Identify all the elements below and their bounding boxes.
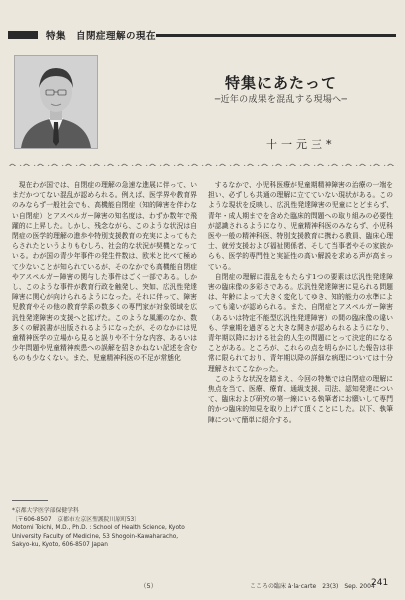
affiliation-line: Motomi Toichi, M.D., Ph.D. : School of Health Science, Kyoto [12,525,185,531]
page-marker: （5） [140,582,158,590]
body-paragraph: 自閉症の理解に混乱をもたらす1つの要素は広汎性発達障害の臨床像の多彩さである。広汎性発達障害に見られる問題は、年齢によって大きく変化してゆき、知的能力の水準によっても違いが認められる。また、自閉症とアスペルガー障害（あるいは特定不能型広汎性発達障害）の間の臨床像の違いも、学童期を過ぎると大きな開きが認められるようになり、青年期以降における社会的人生の問題にとって決定的になることがある。ところが、これらの点を明らかにした報告は非常に限られており、青年期以降の詳細な病理については十分理解されてこなかった。 [208,272,393,373]
affiliation-line: 〔〒606-8507 京都市左京区聖護院川原町53〕 [12,516,141,523]
body-paragraph: このような状況を踏まえ、今回の特集では自閉症の理解に焦点を当て、医療、療育、通級支援、司法、認知発達について、臨床および研究の第一線にいる執筆者にお願いして専門的かつ臨床的知見を取り上げて頂くことにした。以下、執筆陣について簡単に紹介する。 [208,374,393,424]
author-photo [14,55,98,149]
decorative-border [8,156,398,166]
body-paragraph: 現在わが国では、自閉症の理解の急速な進展に伴って、いまだかつてない混乱が認められる。例えば、医学界や教育界のみならず一般社会でも、高機能自閉症（知的障害を伴わない自閉症）とアスペルガー障害の知名度は、わずか数年で飛躍的に上昇した。しかし、残念ながら、このような状況は自閉症の医学的理解の進歩や特別支援教育の充実によってもたらされたというよりもむしろ、社会的な状況が契機となっている。わが国の青少年事件の発生件数は、欧米と比べて極めて少ないことが知られているが、そのなかでも高機能自閉症やアスペルガー障害の関与した事件はごく一部である。しかし、このような事件が教育行政を触発し、突如、広汎性発達障害に関心が向けられるようになった。それに伴って、障害児教育やその他の教育学系の数多くの専門家が対象領域を広汎性発達障害の支援へと拡げた。このような風潮のなか、数多くの解説書が出版されるようになったが、そのなかには児童精神医学の立場から見ると誤りや不十分な内容、あるいは少年問題や児童精神疾患への誤解を招きかねない記述を含むものも少なくない。また、児童精神科医の不足が常態化 [12,181,197,363]
affiliation-line: Sakyo-ku, Kyoto, 606-8507 Japan [12,542,108,548]
affiliation-line: *京都大学医学部保健学科 [12,508,79,514]
header-rule [156,34,396,37]
affiliation-line: University Faculty of Medicine, 53 Shogoin-Kawaharacho, [12,533,179,540]
author-portrait-image [15,56,97,148]
footnote-rule [12,500,48,501]
article-title: 特集にあたって [224,74,337,92]
section-header-text: 特集 自閉症理解の現在 [46,31,157,42]
decorative-border-pattern [8,161,398,166]
author-affiliation [12,507,202,550]
body-paragraph: するなかで、小児科医療が児童期精神障害の治療の一端を担い、必ずしも共通の理解に立てていない現状がある。このような現状を反映し、広汎性発達障害の児童にとどまらず、青年・成人期までを含めた臨床的問題への取り組みの必要性が認識されるようになり、児童精神科医のみならず、小児科医や一般の精神科医、特別支援教育に携わる教員、臨床心理士、就労支援および福祉関係者、そして当事者やその家族からも、医学的専門性と実証性の高い解説を求める声が高まっている。 [208,181,393,271]
body-column-right [208,180,393,425]
article-subtitle: ─近年の成果を混乱する現場へ─ [214,95,348,105]
page-number: 241 [371,578,389,588]
section-header [8,28,396,42]
header-bar [8,31,38,39]
journal-citation: こころの臨床 à·la·carte 23(3) Sep. 2004 [250,583,375,590]
author-name: 十一元三* [266,138,336,151]
body-column-left [12,180,197,364]
